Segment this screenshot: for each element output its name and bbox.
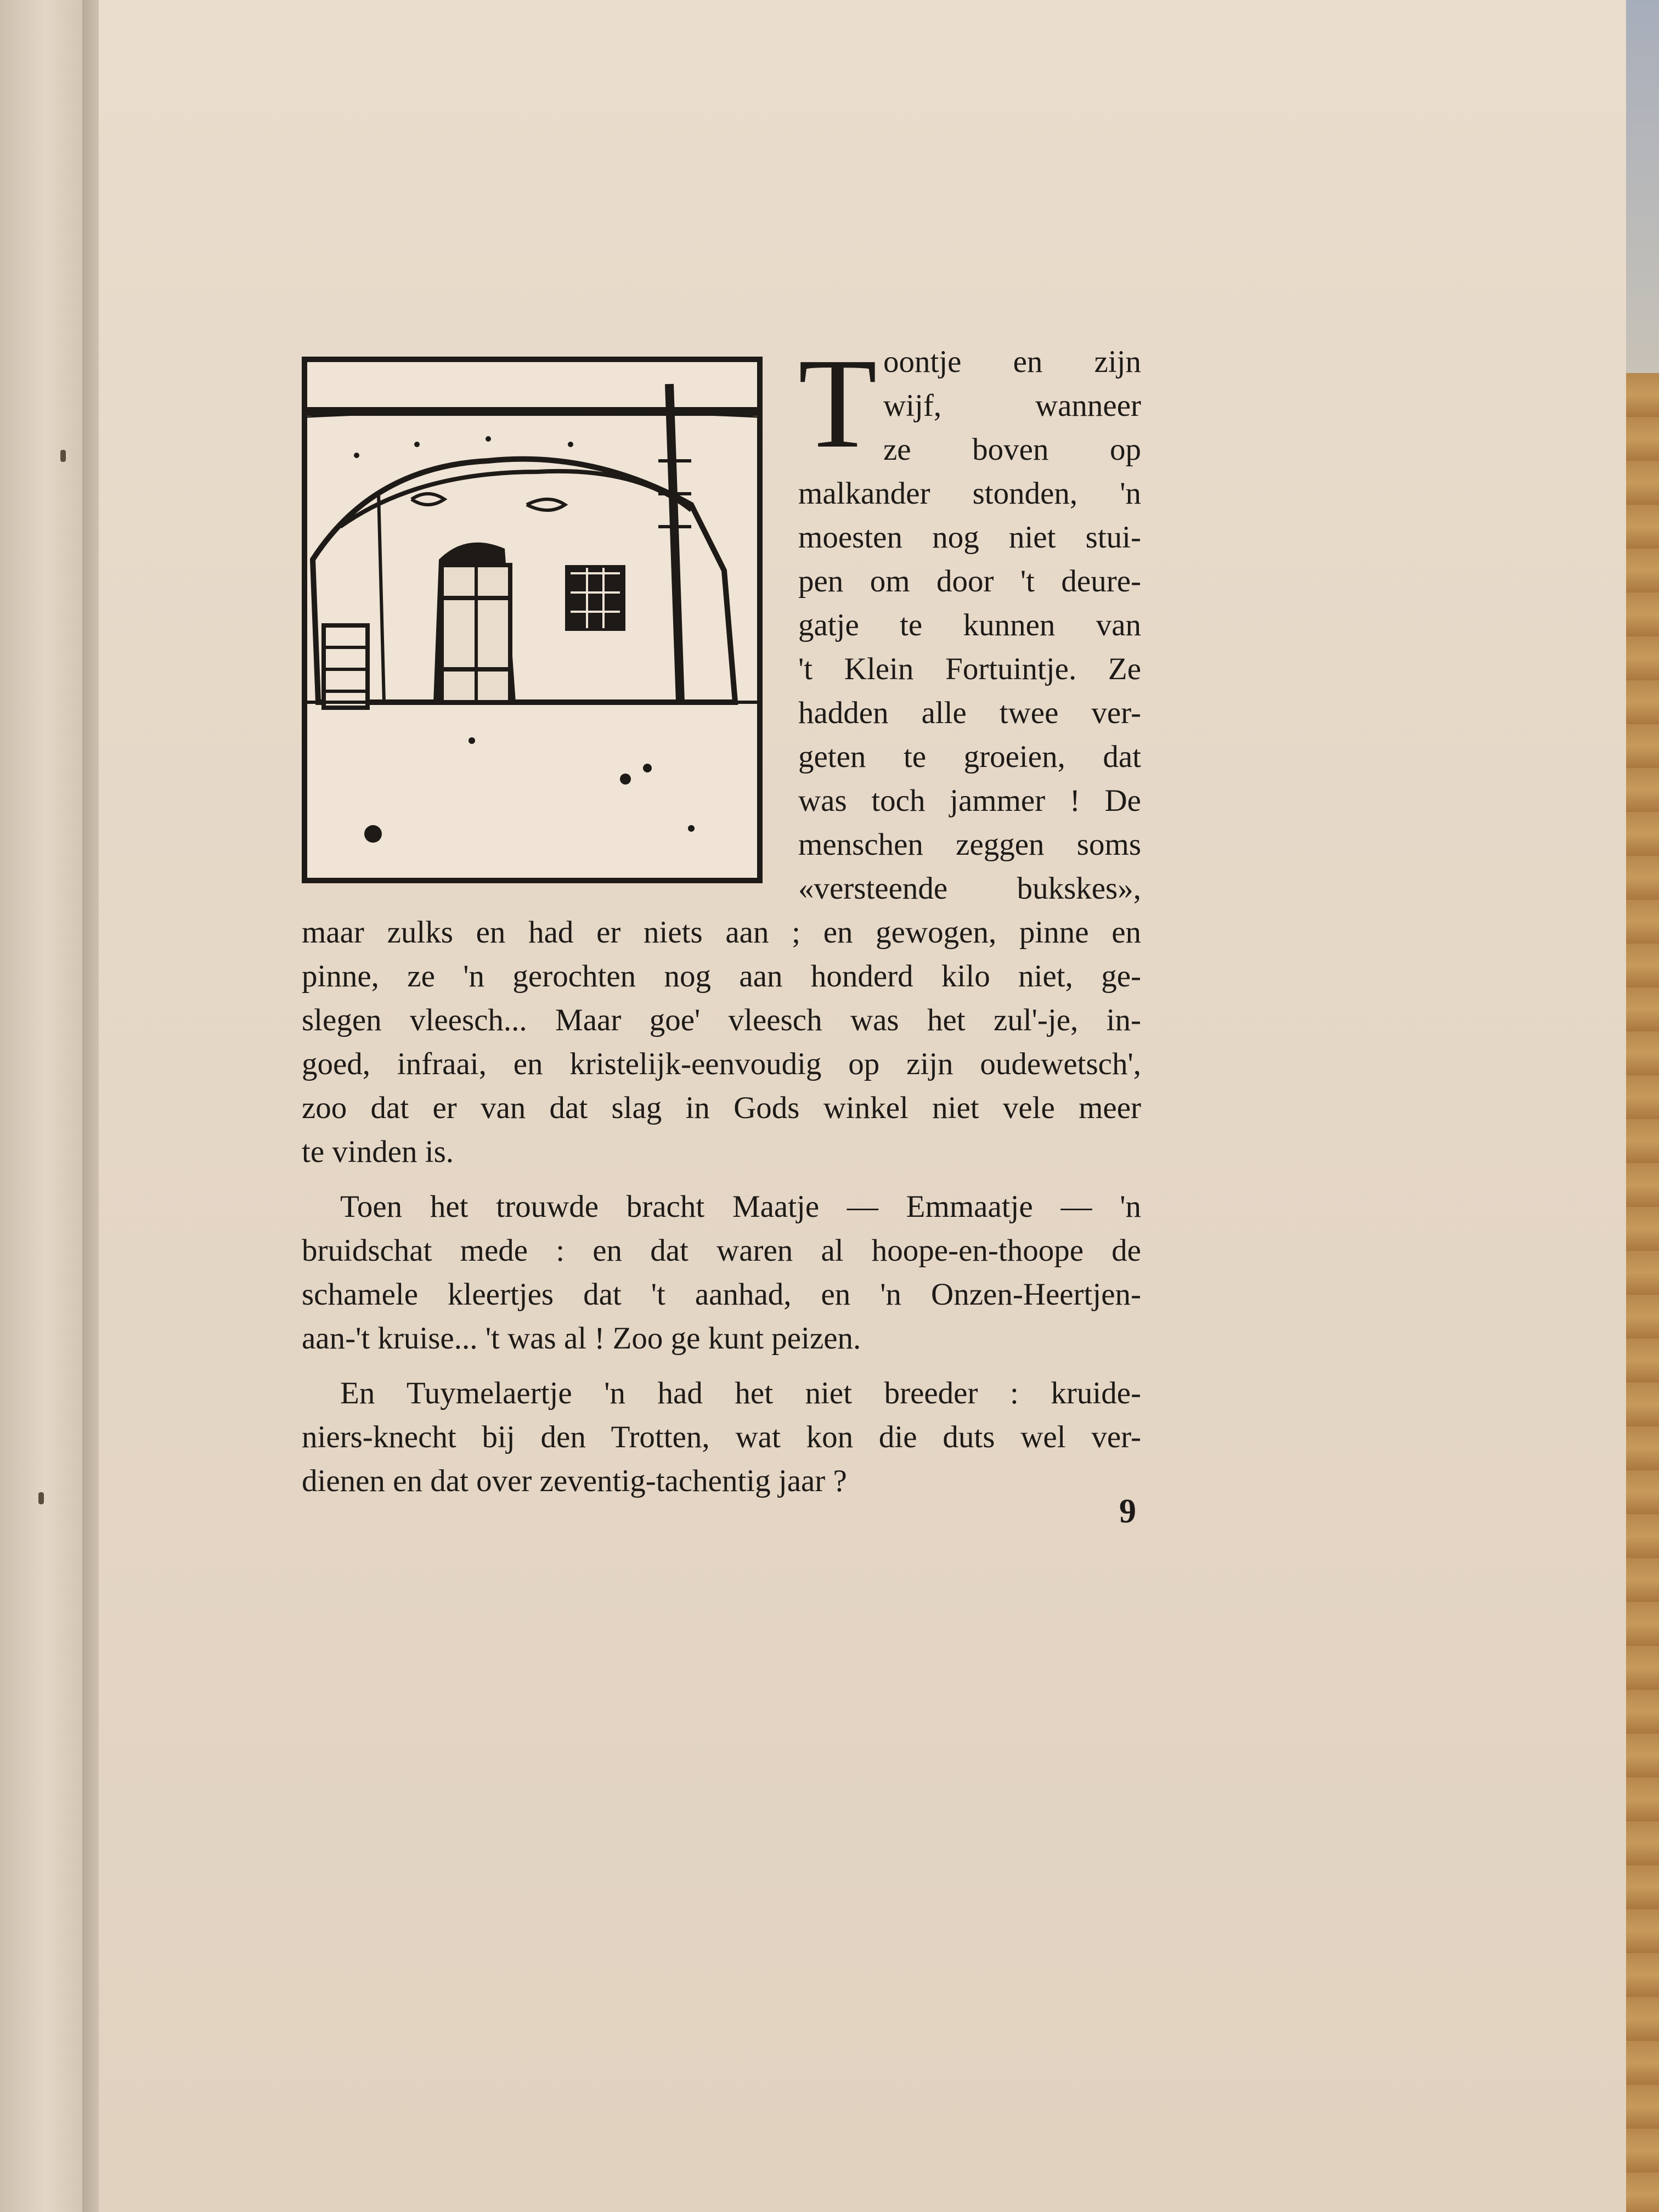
- page-edge-mark: [38, 1492, 44, 1504]
- text-line: menschen zeggen soms: [798, 827, 1141, 862]
- text-line: goed, infraai, en kristelijk-eenvoudig op zijn oudewetsch',: [302, 1047, 1141, 1081]
- text-line: slegen vleesch... Maar goe' vleesch was het zul'-je, in-: [302, 1003, 1141, 1037]
- text-line: te vinden is.: [302, 1135, 454, 1169]
- facing-page-edge: [0, 0, 82, 2212]
- cottage-illustration: [302, 357, 763, 883]
- text-line: malkander stonden, 'n: [798, 476, 1141, 511]
- text-line: maar zulks en had er niets aan ; en gewogen, pinne en: [302, 915, 1141, 950]
- text-line: niers-knecht bij den Trotten, wat kon die duts wel ver-: [302, 1420, 1141, 1454]
- text-line: aan-'t kruise... 't was al ! Zoo ge kunt peizen.: [302, 1321, 861, 1356]
- text-line: geten te groeien, dat: [798, 740, 1141, 774]
- text-line: En Tuymelaertje 'n had het niet breeder : kruide-: [340, 1376, 1141, 1410]
- text-line: dienen en dat over zeventig-tachentig jaar ?: [302, 1464, 847, 1498]
- cottage-woodcut: [307, 362, 757, 878]
- text-line: schamele kleertjes dat 't aanhad, en 'n Onzen-Heertjen-: [302, 1277, 1141, 1312]
- text-line: bruidschat mede : en dat waren al hoope-en-thoope de: [302, 1233, 1141, 1268]
- text-line: ze boven op: [883, 432, 1141, 467]
- page-number: 9: [1119, 1493, 1136, 1530]
- text-line: moesten nog niet stui-: [798, 520, 1141, 555]
- text-line: pinne, ze 'n gerochten nog aan honderd kilo niet, ge-: [302, 959, 1141, 994]
- text-line: gatje te kunnen van: [798, 608, 1141, 642]
- text-line: wijf, wanneer: [883, 388, 1141, 423]
- text-line: was toch jammer ! De: [798, 783, 1141, 818]
- dropcap-letter: T: [798, 332, 877, 475]
- text-line: oontje en zijn: [883, 345, 1141, 379]
- background-window: [1626, 0, 1659, 373]
- text-line: Toen het trouwde bracht Maatje — Emmaatje — 'n: [340, 1189, 1141, 1224]
- text-line: «versteende bukskes»,: [798, 871, 1141, 906]
- background-wood-table: [1626, 373, 1659, 2212]
- page-edge-mark: [60, 450, 66, 462]
- text-line: hadden alle twee ver-: [798, 696, 1141, 730]
- text-line: zoo dat er van dat slag in Gods winkel niet vele meer: [302, 1091, 1141, 1125]
- text-line: pen om door 't deure-: [798, 564, 1141, 599]
- text-line: 't Klein Fortuintje. Ze: [798, 652, 1141, 686]
